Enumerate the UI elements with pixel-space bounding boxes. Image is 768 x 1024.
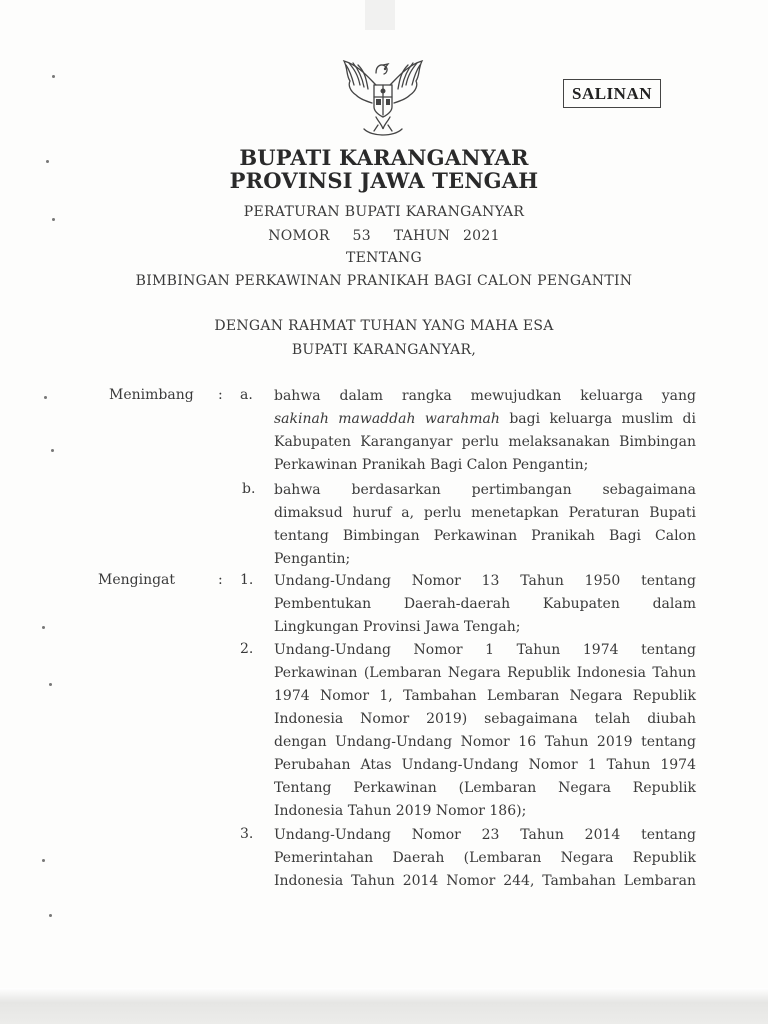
- scan-speck: [52, 75, 55, 78]
- tahun-value: 2021: [462, 228, 500, 244]
- mengingat-item-3: [274, 824, 696, 893]
- text-line: Pembentukan Daerah-daerah Kabupaten dalam: [274, 596, 696, 612]
- text-line: Kabupaten Karanganyar perlu melaksanakan Bimbingan: [274, 434, 696, 450]
- text-line: Undang-Undang Nomor 1 Tahun 1974 tentang: [274, 642, 696, 658]
- item-marker: 1.: [240, 572, 254, 588]
- item-marker: 3.: [240, 826, 254, 842]
- province-title: PROVINSI JAWA TENGAH: [229, 168, 539, 193]
- text-line: dengan Undang-Undang Nomor 16 Tahun 2019 tentang: [274, 734, 696, 750]
- menimbang-label: Menimbang: [109, 387, 194, 403]
- regulation-subject: BIMBINGAN PERKAWINAN PRANIKAH BAGI CALON PENGANTIN: [135, 273, 633, 289]
- scan-speck: [42, 626, 45, 629]
- text-line: dimaksud huruf a, perlu menetapkan Peraturan Bupati: [274, 505, 696, 521]
- scan-artifact-bottom: [0, 988, 768, 1024]
- text-line: Pengantin;: [274, 551, 351, 567]
- text-line: Undang-Undang Nomor 23 Tahun 2014 tentang: [274, 827, 696, 843]
- regulation-number: [0, 228, 768, 244]
- text-line: Perkawinan Pranikah Bagi Calon Pengantin;: [274, 457, 589, 473]
- text-line: Indonesia Nomor 2019) sebagaimana telah diubah: [274, 711, 696, 727]
- blessing-line: DENGAN RAHMAT TUHAN YANG MAHA ESA: [214, 318, 554, 334]
- text-line: Indonesia Tahun 2014 Nomor 244, Tambahan Lembaran: [274, 873, 696, 889]
- scan-speck: [49, 914, 52, 917]
- text-line: [274, 408, 696, 431]
- item-marker: b.: [242, 481, 256, 497]
- item-marker: a.: [240, 387, 253, 403]
- garuda-emblem-icon: [336, 55, 430, 141]
- scan-speck: [44, 396, 47, 399]
- mengingat-colon: :: [218, 572, 223, 588]
- menimbang-item-b: [274, 479, 696, 571]
- authority-line: BUPATI KARANGANYAR,: [291, 342, 477, 358]
- text-line: bahwa berdasarkan pertimbangan sebagaimana: [274, 482, 696, 498]
- regent-title: BUPATI KARANGANYAR: [239, 145, 529, 170]
- salinan-stamp: SALINAN: [563, 79, 661, 108]
- scan-speck: [42, 859, 45, 862]
- menimbang-item-a: [274, 385, 696, 477]
- regulation-title: PERATURAN BUPATI KARANGANYAR: [243, 204, 525, 220]
- mengingat-item-1: [274, 570, 696, 639]
- text-line: bahwa dalam rangka mewujudkan keluarga yang: [274, 388, 696, 404]
- text-fragment: bagi keluarga muslim di: [509, 411, 696, 427]
- item-marker: 2.: [240, 641, 254, 657]
- menimbang-colon: :: [218, 387, 223, 403]
- mengingat-label: Mengingat: [98, 572, 176, 588]
- text-line: tentang Bimbingan Perkawinan Pranikah Bagi Calon: [274, 528, 696, 544]
- text-line: Undang-Undang Nomor 13 Tahun 1950 tentang: [274, 573, 696, 589]
- italic-phrase: sakinah mawaddah warahmah: [274, 411, 500, 427]
- scan-speck: [49, 683, 52, 686]
- text-line: Indonesia Tahun 2019 Nomor 186);: [274, 803, 527, 819]
- text-line: 1974 Nomor 1, Tambahan Lembaran Negara Republik: [274, 688, 696, 704]
- tentang-label: TENTANG: [345, 250, 423, 266]
- text-line: Lingkungan Provinsi Jawa Tengah;: [274, 619, 521, 635]
- scan-speck: [51, 449, 54, 452]
- nomor-label: NOMOR: [268, 228, 330, 244]
- text-line: Tentang Perkawinan (Lembaran Negara Republik: [274, 780, 696, 796]
- scan-artifact-top: [365, 0, 395, 30]
- tahun-label: TAHUN: [393, 228, 451, 244]
- text-line: Pemerintahan Daerah (Lembaran Negara Republik: [274, 850, 696, 866]
- text-line: Perkawinan (Lembaran Negara Republik Indonesia Tahun: [274, 665, 696, 681]
- nomor-value: 53: [352, 228, 371, 244]
- text-line: Perubahan Atas Undang-Undang Nomor 1 Tahun 1974: [274, 757, 696, 773]
- mengingat-item-2: [274, 639, 696, 823]
